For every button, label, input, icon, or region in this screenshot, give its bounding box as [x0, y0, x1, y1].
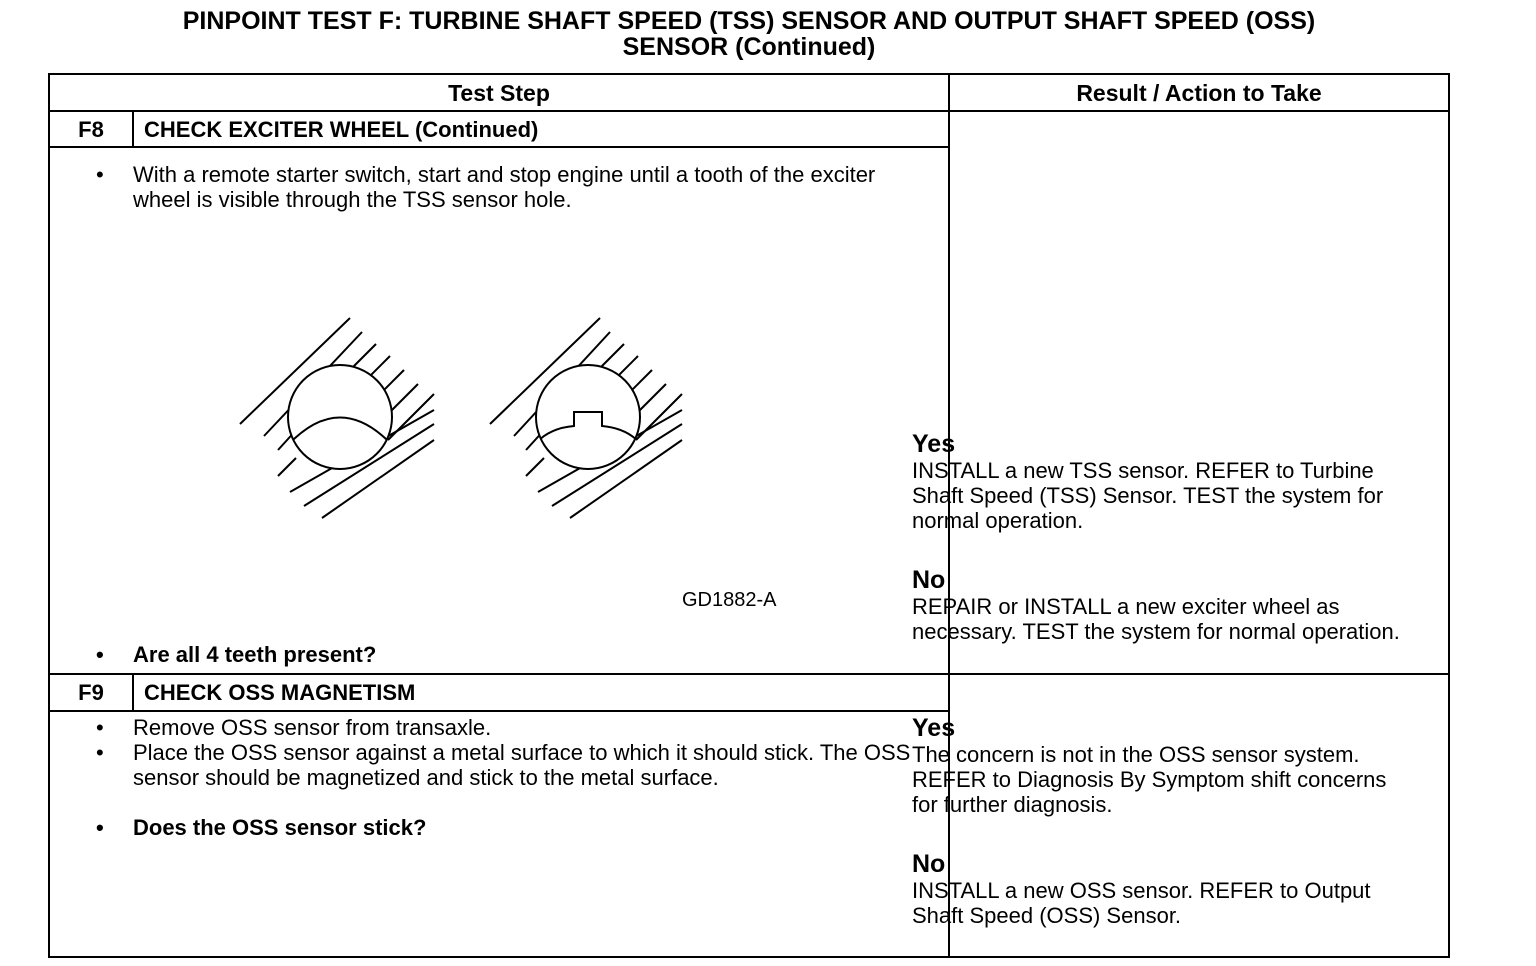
f9-bullet-2	[96, 740, 912, 790]
f8-no-text: REPAIR or INSTALL a new exciter wheel as necessary. TEST the system for normal operation.	[912, 594, 1400, 644]
f9-bullet-1-text: Remove OSS sensor from transaxle.	[133, 715, 492, 740]
header-test-step: Test Step	[448, 80, 550, 106]
f9-bullet-3	[96, 815, 912, 840]
f9-result-no	[912, 850, 1402, 928]
header-result-action: Result / Action to Take	[1076, 80, 1322, 106]
f8-bullet-2	[96, 642, 912, 667]
f9-bullet-3-text: Does the OSS sensor stick?	[133, 815, 427, 840]
step-title-f8: CHECK EXCITER WHEEL (Continued)	[144, 117, 539, 142]
f8-yes-label: Yes	[912, 430, 956, 458]
f8-yes-text: INSTALL a new TSS sensor. REFER to Turbine Shaft Speed (TSS) Sensor. TEST the system for normal operation.	[912, 458, 1384, 533]
f9-result-yes	[912, 714, 1402, 817]
f9-no-label: No	[912, 850, 946, 878]
f8-no-label: No	[912, 566, 946, 594]
step-title-f9: CHECK OSS MAGNETISM	[144, 680, 416, 705]
step-title-divider-f8	[50, 146, 948, 148]
f8-result-no	[912, 566, 1402, 644]
bullet-dot: •	[96, 740, 104, 765]
title-line-2: SENSOR (Continued)	[622, 33, 876, 61]
step-id-divider-f9	[132, 675, 134, 710]
step-id-f8: F8	[78, 117, 104, 142]
sensor-hole-right	[490, 318, 682, 518]
f8-result-yes	[912, 430, 1402, 533]
step-id-f9: F9	[78, 680, 104, 705]
step-id-divider-f8	[132, 112, 134, 147]
f9-bullet-1	[96, 715, 912, 740]
bullet-dot: •	[96, 715, 104, 740]
title-line-1: PINPOINT TEST F: TURBINE SHAFT SPEED (TSS) SENSOR AND OUTPUT SHAFT SPEED (OSS)	[182, 7, 1316, 35]
f8-bullet-1	[96, 162, 912, 212]
bullet-dot: •	[96, 642, 104, 667]
sensor-hole-left	[240, 318, 434, 518]
figure-id: GD1882-A	[682, 589, 777, 611]
f9-yes-label: Yes	[912, 714, 956, 742]
f9-no-text: INSTALL a new OSS sensor. REFER to Output Shaft Speed (OSS) Sensor.	[912, 878, 1371, 928]
bullet-dot: •	[96, 162, 104, 187]
step-title-divider-f9	[50, 710, 948, 712]
f9-bullet-2-text: Place the OSS sensor against a metal surface to which it should stick. The OSS sensor should be magnetized and stick to the metal surface.	[133, 740, 911, 790]
f8-bullet-2-text: Are all 4 teeth present?	[133, 642, 377, 667]
page-title	[48, 8, 1450, 60]
f8-bullet-1-text: With a remote starter switch, start and stop engine until a tooth of the exciter wheel is visible through the TSS sensor hole.	[133, 162, 876, 212]
f9-yes-text: The concern is not in the OSS sensor system. REFER to Diagnosis By Symptom shift concerns for further diagnosis.	[912, 742, 1387, 817]
bullet-dot: •	[96, 815, 104, 840]
exciter-wheel-illustration	[190, 240, 710, 540]
